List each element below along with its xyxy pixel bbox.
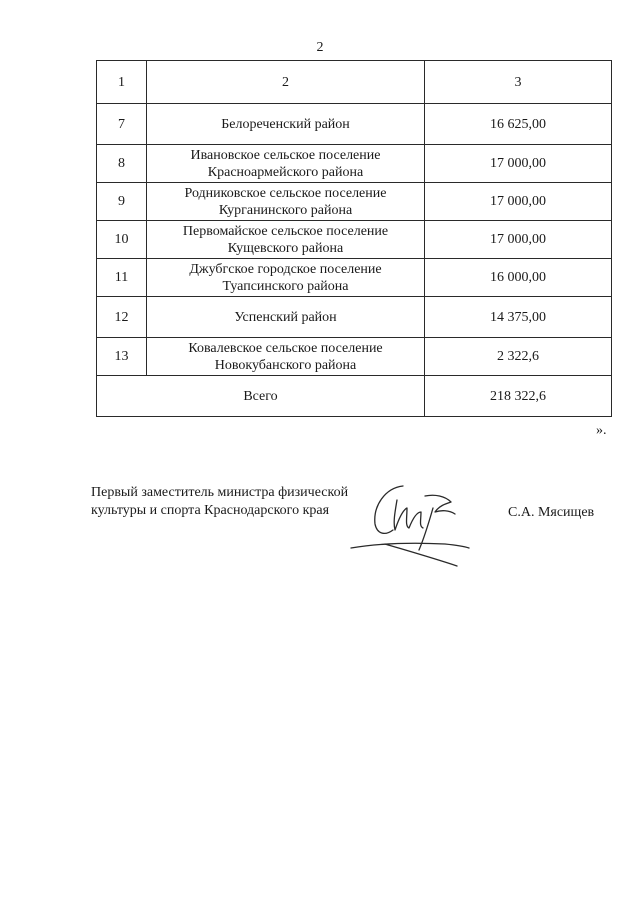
total-sum: 218 322,6: [425, 376, 612, 417]
handwritten-signature-icon: [345, 478, 475, 573]
row-name-line: Родниковское сельское поселение: [184, 185, 387, 201]
signatory-name: С.А. Мясищев: [508, 505, 595, 520]
row-name-line: Белореченский район: [221, 116, 350, 132]
row-sum: 2 322,6: [425, 338, 612, 376]
row-sum: 16 000,00: [425, 259, 612, 297]
row-number: 12: [97, 297, 147, 338]
row-name: [147, 145, 425, 183]
table-row: [97, 145, 612, 183]
table-row: [97, 297, 612, 338]
row-sum: 17 000,00: [425, 145, 612, 183]
row-name-line: Туапсинского района: [222, 278, 349, 294]
row-name-line: Ковалевское сельское поселение: [188, 340, 383, 356]
row-number: 7: [97, 104, 147, 145]
signatory-title: [91, 484, 381, 520]
row-number: 10: [97, 221, 147, 259]
row-name: [147, 259, 425, 297]
row-number: 13: [97, 338, 147, 376]
signatory-title-line: Первый заместитель министра физической: [91, 485, 349, 500]
row-name: [147, 297, 425, 338]
row-sum: 17 000,00: [425, 183, 612, 221]
column-header-sum: 3: [425, 61, 612, 104]
closing-quote-mark: ».: [596, 423, 607, 438]
row-name: [147, 183, 425, 221]
row-name-line: Курганинского района: [218, 202, 353, 218]
row-name: [147, 104, 425, 145]
row-name-line: Первомайское сельское поселение: [182, 223, 389, 239]
total-label: Всего: [97, 376, 425, 417]
row-number: 9: [97, 183, 147, 221]
row-number: 11: [97, 259, 147, 297]
table-total-row: [97, 376, 612, 417]
row-name-line: Джубгское городское поселение: [189, 261, 382, 277]
table-header-row: [97, 61, 612, 104]
row-number: 8: [97, 145, 147, 183]
column-header-name: 2: [147, 61, 425, 104]
row-name: [147, 338, 425, 376]
row-name-line: Новокубанского района: [214, 357, 357, 373]
row-name-line: Кущевского района: [227, 240, 344, 256]
row-name: [147, 221, 425, 259]
row-sum: 14 375,00: [425, 297, 612, 338]
table-row: [97, 221, 612, 259]
column-header-number: 1: [97, 61, 147, 104]
row-name-line: Красноармейского района: [207, 164, 364, 180]
allocation-table: [96, 60, 612, 417]
table-row: [97, 259, 612, 297]
row-sum: 17 000,00: [425, 221, 612, 259]
table-row: [97, 104, 612, 145]
row-sum: 16 625,00: [425, 104, 612, 145]
page-number: 2: [316, 40, 324, 55]
table-row: [97, 183, 612, 221]
row-name-line: Ивановское сельское поселение: [190, 147, 381, 163]
row-name-line: Успенский район: [234, 309, 337, 325]
table-row: [97, 338, 612, 376]
signatory-title-line: культуры и спорта Краснодарского края: [91, 503, 330, 518]
